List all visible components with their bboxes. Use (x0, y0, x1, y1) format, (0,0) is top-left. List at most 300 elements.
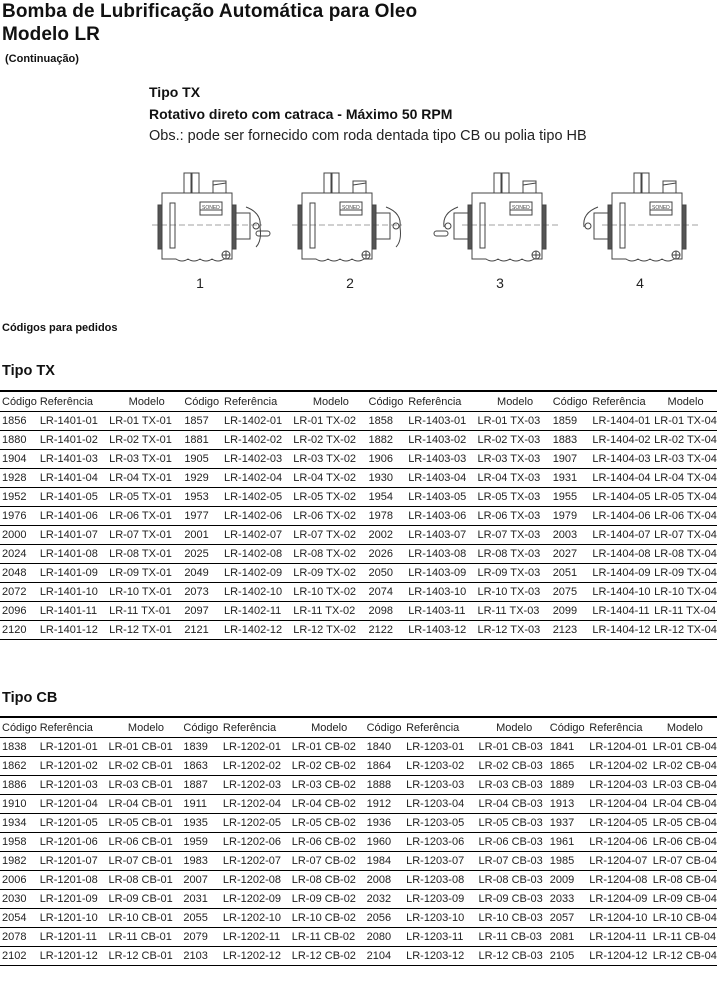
cell-modelo: LR-06 CB-04 (653, 833, 717, 852)
cell-referencia: LR-1401-10 (40, 583, 109, 602)
cell-modelo: LR-06 TX-01 (109, 507, 184, 526)
ratchet-bolt (585, 223, 591, 229)
cell-codigo: 1907 (553, 450, 593, 469)
column-header-referencia: Referência (589, 717, 652, 738)
cell-codigo: 2105 (550, 947, 590, 966)
cell-codigo: 2000 (0, 526, 40, 545)
cell-referencia: LR-1403-01 (408, 412, 477, 431)
cell-codigo: 2099 (553, 602, 593, 621)
cell-referencia: LR-1404-11 (592, 602, 654, 621)
cell-modelo: LR-05 CB-04 (653, 814, 717, 833)
cell-referencia: LR-1402-11 (224, 602, 293, 621)
cell-referencia: LR-1201-01 (40, 738, 109, 757)
column-header-codigo: Código (183, 717, 223, 738)
cell-codigo: 2031 (183, 890, 223, 909)
ratchet-hub (454, 213, 468, 239)
right-flange (232, 205, 236, 249)
cell-modelo: LR-06 CB-01 (109, 833, 184, 852)
cell-codigo: 1865 (550, 757, 590, 776)
cell-modelo: LR-02 CB-04 (653, 757, 717, 776)
column-header-referencia: Referência (40, 717, 109, 738)
crank-handle (256, 231, 270, 236)
cell-referencia: LR-1203-12 (406, 947, 478, 966)
cell-codigo: 1931 (553, 469, 593, 488)
cell-modelo: LR-06 TX-03 (477, 507, 552, 526)
cell-referencia: LR-1202-02 (223, 757, 292, 776)
cell-modelo: LR-02 TX-01 (109, 431, 184, 450)
column-header-modelo: Modelo (479, 717, 550, 738)
cell-referencia: LR-1202-04 (223, 795, 292, 814)
cell-referencia: LR-1404-10 (592, 583, 654, 602)
cell-codigo: 1913 (550, 795, 590, 814)
cell-referencia: LR-1202-12 (223, 947, 292, 966)
intro-note: Obs.: pode ser fornecido com roda dentada tipo CB ou polia tipo HB (149, 128, 587, 144)
cell-referencia: LR-1401-09 (40, 564, 109, 583)
cell-referencia: LR-1403-10 (408, 583, 477, 602)
column-header-codigo: Código (550, 717, 590, 738)
sight-glass (620, 203, 625, 248)
cell-modelo: LR-04 TX-03 (477, 469, 552, 488)
cell-referencia: LR-1402-09 (224, 564, 293, 583)
cell-codigo: 2030 (0, 890, 40, 909)
cell-referencia: LR-1203-05 (406, 814, 478, 833)
cell-modelo: LR-05 TX-01 (109, 488, 184, 507)
cell-codigo: 2051 (553, 564, 593, 583)
cell-modelo: LR-03 CB-02 (292, 776, 367, 795)
intro-description: Rotativo direto com catraca - Máximo 50 RPM (149, 106, 453, 122)
cell-modelo: LR-04 TX-04 (654, 469, 717, 488)
cell-modelo: LR-06 TX-02 (293, 507, 368, 526)
cell-referencia: LR-1404-01 (592, 412, 654, 431)
column-header-codigo: Código (369, 391, 409, 412)
cell-modelo: LR-11 CB-02 (292, 928, 367, 947)
cell-referencia: LR-1401-07 (40, 526, 109, 545)
column-header-codigo: Código (0, 717, 40, 738)
cell-modelo: LR-06 CB-03 (479, 833, 550, 852)
sight-glass (480, 203, 485, 248)
cell-codigo: 1841 (550, 738, 590, 757)
cell-modelo: LR-10 TX-04 (654, 583, 717, 602)
cell-modelo: LR-03 CB-01 (109, 776, 184, 795)
cell-codigo: 2001 (184, 526, 224, 545)
cell-modelo: LR-10 CB-01 (109, 909, 184, 928)
cell-codigo: 1840 (367, 738, 407, 757)
cell-codigo: 1977 (184, 507, 224, 526)
cell-codigo: 2056 (367, 909, 407, 928)
cell-codigo: 2002 (369, 526, 409, 545)
table-row (0, 833, 717, 852)
intro-type-heading: Tipo TX (149, 84, 201, 100)
cell-referencia: LR-1202-11 (223, 928, 292, 947)
column-header-referencia: Referência (224, 391, 293, 412)
cell-codigo: 2122 (369, 621, 409, 640)
cell-modelo: LR-09 CB-04 (653, 890, 717, 909)
cell-codigo: 1904 (0, 450, 40, 469)
cell-modelo: LR-09 TX-04 (654, 564, 717, 583)
cell-modelo: LR-01 TX-04 (654, 412, 717, 431)
label-plate-text: SONED (202, 205, 220, 211)
cell-codigo: 2102 (0, 947, 40, 966)
left-flange (298, 205, 302, 249)
cell-modelo: LR-12 CB-01 (109, 947, 184, 966)
table-row (0, 469, 717, 488)
figure-number: 4 (636, 275, 644, 291)
column-header-modelo: Modelo (477, 391, 552, 412)
cell-codigo: 1983 (183, 852, 223, 871)
cell-referencia: LR-1204-11 (589, 928, 652, 947)
filler-cap-detail (663, 183, 676, 185)
cell-referencia: LR-1203-07 (406, 852, 478, 871)
cell-codigo: 1928 (0, 469, 40, 488)
table-row (0, 909, 717, 928)
cell-codigo: 1930 (369, 469, 409, 488)
cell-referencia: LR-1204-06 (589, 833, 652, 852)
column-header-codigo: Código (367, 717, 407, 738)
column-header-referencia: Referência (40, 391, 109, 412)
cell-referencia: LR-1201-05 (40, 814, 109, 833)
cell-codigo: 1954 (369, 488, 409, 507)
cell-codigo: 1889 (550, 776, 590, 795)
pump-drawing (152, 173, 270, 261)
pump-icon (150, 165, 280, 270)
cell-referencia: LR-1404-09 (592, 564, 654, 583)
cell-referencia: LR-1404-02 (592, 431, 654, 450)
cell-referencia: LR-1203-02 (406, 757, 478, 776)
cell-modelo: LR-10 CB-02 (292, 909, 367, 928)
cell-referencia: LR-1402-03 (224, 450, 293, 469)
cell-modelo: LR-04 CB-02 (292, 795, 367, 814)
cell-referencia: LR-1404-05 (592, 488, 654, 507)
cell-referencia: LR-1202-06 (223, 833, 292, 852)
table-row (0, 890, 717, 909)
cell-referencia: LR-1402-01 (224, 412, 293, 431)
cell-modelo: LR-09 TX-02 (293, 564, 368, 583)
cell-modelo: LR-09 CB-03 (479, 890, 550, 909)
table-header-row (0, 717, 717, 738)
cell-codigo: 2096 (0, 602, 40, 621)
cell-codigo: 1936 (367, 814, 407, 833)
cell-codigo: 2050 (369, 564, 409, 583)
cell-modelo: LR-07 TX-02 (293, 526, 368, 545)
cell-modelo: LR-05 TX-04 (654, 488, 717, 507)
cell-modelo: LR-11 CB-04 (653, 928, 717, 947)
cell-referencia: LR-1401-03 (40, 450, 109, 469)
cell-referencia: LR-1202-08 (223, 871, 292, 890)
cell-modelo: LR-08 CB-01 (109, 871, 184, 890)
figure-3 (430, 165, 560, 295)
cell-codigo: 2079 (183, 928, 223, 947)
table-row (0, 526, 717, 545)
column-header-modelo: Modelo (109, 391, 184, 412)
cell-modelo: LR-12 CB-03 (479, 947, 550, 966)
cell-modelo: LR-03 TX-01 (109, 450, 184, 469)
cell-modelo: LR-06 TX-04 (654, 507, 717, 526)
cell-codigo: 2054 (0, 909, 40, 928)
cell-codigo: 2009 (550, 871, 590, 890)
cell-codigo: 1985 (550, 852, 590, 871)
cell-referencia: LR-1401-11 (40, 602, 109, 621)
cell-referencia: LR-1201-03 (40, 776, 109, 795)
cell-modelo: LR-02 CB-02 (292, 757, 367, 776)
cell-referencia: LR-1204-09 (589, 890, 652, 909)
cell-codigo: 1864 (367, 757, 407, 776)
cell-codigo: 1838 (0, 738, 40, 757)
cell-referencia: LR-1404-12 (592, 621, 654, 640)
table-row (0, 795, 717, 814)
cell-modelo: LR-01 TX-01 (109, 412, 184, 431)
table-row (0, 412, 717, 431)
cell-referencia: LR-1401-02 (40, 431, 109, 450)
cell-modelo: LR-09 TX-03 (477, 564, 552, 583)
table-row (0, 583, 717, 602)
cell-codigo: 1906 (369, 450, 409, 469)
cell-referencia: LR-1204-01 (589, 738, 652, 757)
cell-referencia: LR-1201-04 (40, 795, 109, 814)
pump-drawing (584, 173, 700, 261)
cell-referencia: LR-1403-05 (408, 488, 477, 507)
sight-glass (310, 203, 315, 248)
cell-codigo: 2003 (553, 526, 593, 545)
cell-modelo: LR-03 CB-04 (653, 776, 717, 795)
cell-codigo: 1982 (0, 852, 40, 871)
cell-modelo: LR-12 CB-04 (653, 947, 717, 966)
cell-codigo: 1976 (0, 507, 40, 526)
table-row (0, 776, 717, 795)
cell-codigo: 1937 (550, 814, 590, 833)
cell-modelo: LR-09 CB-01 (109, 890, 184, 909)
cell-referencia: LR-1403-11 (408, 602, 477, 621)
cell-referencia: LR-1201-12 (40, 947, 109, 966)
cell-referencia: LR-1401-01 (40, 412, 109, 431)
cell-modelo: LR-08 CB-04 (653, 871, 717, 890)
cell-codigo: 2081 (550, 928, 590, 947)
cell-codigo: 1858 (369, 412, 409, 431)
cell-codigo: 2097 (184, 602, 224, 621)
cell-codigo: 1979 (553, 507, 593, 526)
column-header-modelo: Modelo (654, 391, 717, 412)
figure-1 (150, 165, 280, 295)
figure-2 (290, 165, 420, 295)
cell-referencia: LR-1201-11 (40, 928, 109, 947)
cell-codigo: 2072 (0, 583, 40, 602)
cell-referencia: LR-1203-11 (406, 928, 478, 947)
cell-codigo: 1888 (367, 776, 407, 795)
cell-referencia: LR-1402-02 (224, 431, 293, 450)
cell-referencia: LR-1201-02 (40, 757, 109, 776)
cell-referencia: LR-1402-04 (224, 469, 293, 488)
cell-modelo: LR-05 CB-01 (109, 814, 184, 833)
cell-referencia: LR-1204-04 (589, 795, 652, 814)
cell-referencia: LR-1402-07 (224, 526, 293, 545)
ratchet-bolt (445, 223, 451, 229)
left-flange (608, 205, 612, 249)
column-header-codigo: Código (0, 391, 40, 412)
cell-modelo: LR-03 TX-04 (654, 450, 717, 469)
figure-4 (570, 165, 700, 295)
cell-modelo: LR-12 TX-03 (477, 621, 552, 640)
left-flange (468, 205, 472, 249)
cell-modelo: LR-08 TX-03 (477, 545, 552, 564)
pump-drawing (290, 173, 402, 261)
cell-referencia: LR-1402-10 (224, 583, 293, 602)
cell-modelo: LR-03 TX-03 (477, 450, 552, 469)
cell-modelo: LR-10 CB-04 (653, 909, 717, 928)
cell-codigo: 2098 (369, 602, 409, 621)
cell-referencia: LR-1204-12 (589, 947, 652, 966)
cell-referencia: LR-1403-04 (408, 469, 477, 488)
cell-modelo: LR-10 CB-03 (479, 909, 550, 928)
cell-modelo: LR-08 TX-02 (293, 545, 368, 564)
cell-codigo: 2032 (367, 890, 407, 909)
cell-codigo: 1883 (553, 431, 593, 450)
cell-referencia: LR-1402-06 (224, 507, 293, 526)
cell-codigo: 1839 (183, 738, 223, 757)
outlet-fitting (634, 173, 641, 193)
pump-figures (145, 165, 705, 295)
column-header-modelo: Modelo (293, 391, 368, 412)
sight-glass (170, 203, 175, 248)
cell-modelo: LR-06 CB-02 (292, 833, 367, 852)
cell-referencia: LR-1401-05 (40, 488, 109, 507)
cell-referencia: LR-1201-07 (40, 852, 109, 871)
pump-icon (290, 165, 420, 270)
label-plate-text: SONED (342, 205, 360, 211)
cell-codigo: 2073 (184, 583, 224, 602)
right-flange (542, 205, 546, 249)
cell-referencia: LR-1401-06 (40, 507, 109, 526)
cell-modelo: LR-02 CB-01 (109, 757, 184, 776)
cell-codigo: 1856 (0, 412, 40, 431)
cell-codigo: 1880 (0, 431, 40, 450)
filler-cap-detail (213, 183, 226, 185)
cell-codigo: 1882 (369, 431, 409, 450)
pump-drawing (434, 173, 560, 261)
ratchet-hub (236, 213, 250, 239)
cell-modelo: LR-05 CB-03 (479, 814, 550, 833)
cell-modelo: LR-01 CB-04 (653, 738, 717, 757)
table-row (0, 545, 717, 564)
cell-codigo: 1886 (0, 776, 40, 795)
cell-codigo: 1934 (0, 814, 40, 833)
right-flange (372, 205, 376, 249)
cell-modelo: LR-07 TX-04 (654, 526, 717, 545)
cell-codigo: 1960 (367, 833, 407, 852)
table-header-row (0, 391, 717, 412)
cell-referencia: LR-1403-09 (408, 564, 477, 583)
cell-codigo: 1952 (0, 488, 40, 507)
cell-modelo: LR-04 TX-02 (293, 469, 368, 488)
cell-codigo: 2026 (369, 545, 409, 564)
cell-modelo: LR-10 TX-02 (293, 583, 368, 602)
cell-modelo: LR-05 TX-02 (293, 488, 368, 507)
cell-codigo: 2057 (550, 909, 590, 928)
column-header-codigo: Código (184, 391, 224, 412)
cell-codigo: 1958 (0, 833, 40, 852)
cell-modelo: LR-12 TX-01 (109, 621, 184, 640)
cell-codigo: 2025 (184, 545, 224, 564)
cell-codigo: 1912 (367, 795, 407, 814)
cell-codigo: 1984 (367, 852, 407, 871)
cell-modelo: LR-03 TX-02 (293, 450, 368, 469)
cell-referencia: LR-1204-03 (589, 776, 652, 795)
cell-modelo: LR-01 TX-02 (293, 412, 368, 431)
table-row (0, 757, 717, 776)
outlet-fitting (324, 173, 331, 193)
cell-codigo: 1905 (184, 450, 224, 469)
cell-referencia: LR-1202-09 (223, 890, 292, 909)
cell-modelo: LR-08 CB-03 (479, 871, 550, 890)
cell-referencia: LR-1403-07 (408, 526, 477, 545)
cell-codigo: 1953 (184, 488, 224, 507)
document-title (2, 0, 417, 46)
cell-modelo: LR-07 CB-02 (292, 852, 367, 871)
label-plate-text: SONED (652, 205, 670, 211)
codes-table-tx (0, 390, 717, 640)
cell-codigo: 2033 (550, 890, 590, 909)
table-row (0, 871, 717, 890)
title-line-1: Bomba de Lubrificação Automática para Oleo (2, 1, 418, 22)
cell-referencia: LR-1201-06 (40, 833, 109, 852)
cell-modelo: LR-12 CB-02 (292, 947, 367, 966)
table-row (0, 488, 717, 507)
figure-number: 2 (346, 275, 354, 291)
cell-modelo: LR-11 TX-02 (293, 602, 368, 621)
table-row (0, 738, 717, 757)
cell-codigo: 1857 (184, 412, 224, 431)
cell-referencia: LR-1403-08 (408, 545, 477, 564)
cell-codigo: 2121 (184, 621, 224, 640)
cell-codigo: 1911 (183, 795, 223, 814)
cell-modelo: LR-01 CB-01 (109, 738, 184, 757)
column-header-modelo: Modelo (292, 717, 367, 738)
cell-referencia: LR-1402-08 (224, 545, 293, 564)
title-line-2: Modelo LR (2, 24, 100, 45)
cell-codigo: 2027 (553, 545, 593, 564)
order-codes-label: Códigos para pedidos (2, 322, 118, 334)
ratchet-hub (376, 213, 390, 239)
continuation-label: (Continuação) (5, 53, 79, 65)
ratchet-bolt (393, 223, 399, 229)
cell-modelo: LR-12 TX-02 (293, 621, 368, 640)
cell-codigo: 2080 (367, 928, 407, 947)
cell-referencia: LR-1201-09 (40, 890, 109, 909)
cell-referencia: LR-1401-12 (40, 621, 109, 640)
filler-cap-detail (523, 183, 536, 185)
codes-table-cb (0, 716, 717, 966)
cell-codigo: 1863 (183, 757, 223, 776)
outlet-fitting (502, 173, 509, 193)
cell-modelo: LR-07 TX-01 (109, 526, 184, 545)
cell-referencia: LR-1204-08 (589, 871, 652, 890)
cell-modelo: LR-07 CB-03 (479, 852, 550, 871)
cell-codigo: 2074 (369, 583, 409, 602)
table-row (0, 814, 717, 833)
cell-referencia: LR-1401-08 (40, 545, 109, 564)
cell-modelo: LR-07 CB-01 (109, 852, 184, 871)
outlet-fitting (642, 173, 649, 193)
table-row (0, 602, 717, 621)
pump-icon (570, 165, 700, 270)
cell-referencia: LR-1403-06 (408, 507, 477, 526)
cell-modelo: LR-04 CB-03 (479, 795, 550, 814)
column-header-referencia: Referência (223, 717, 292, 738)
ratchet-hub (594, 213, 608, 239)
table-row (0, 852, 717, 871)
cell-codigo: 1887 (183, 776, 223, 795)
section-title-tx: Tipo TX (2, 363, 55, 379)
cell-referencia: LR-1203-08 (406, 871, 478, 890)
column-header-codigo: Código (553, 391, 593, 412)
